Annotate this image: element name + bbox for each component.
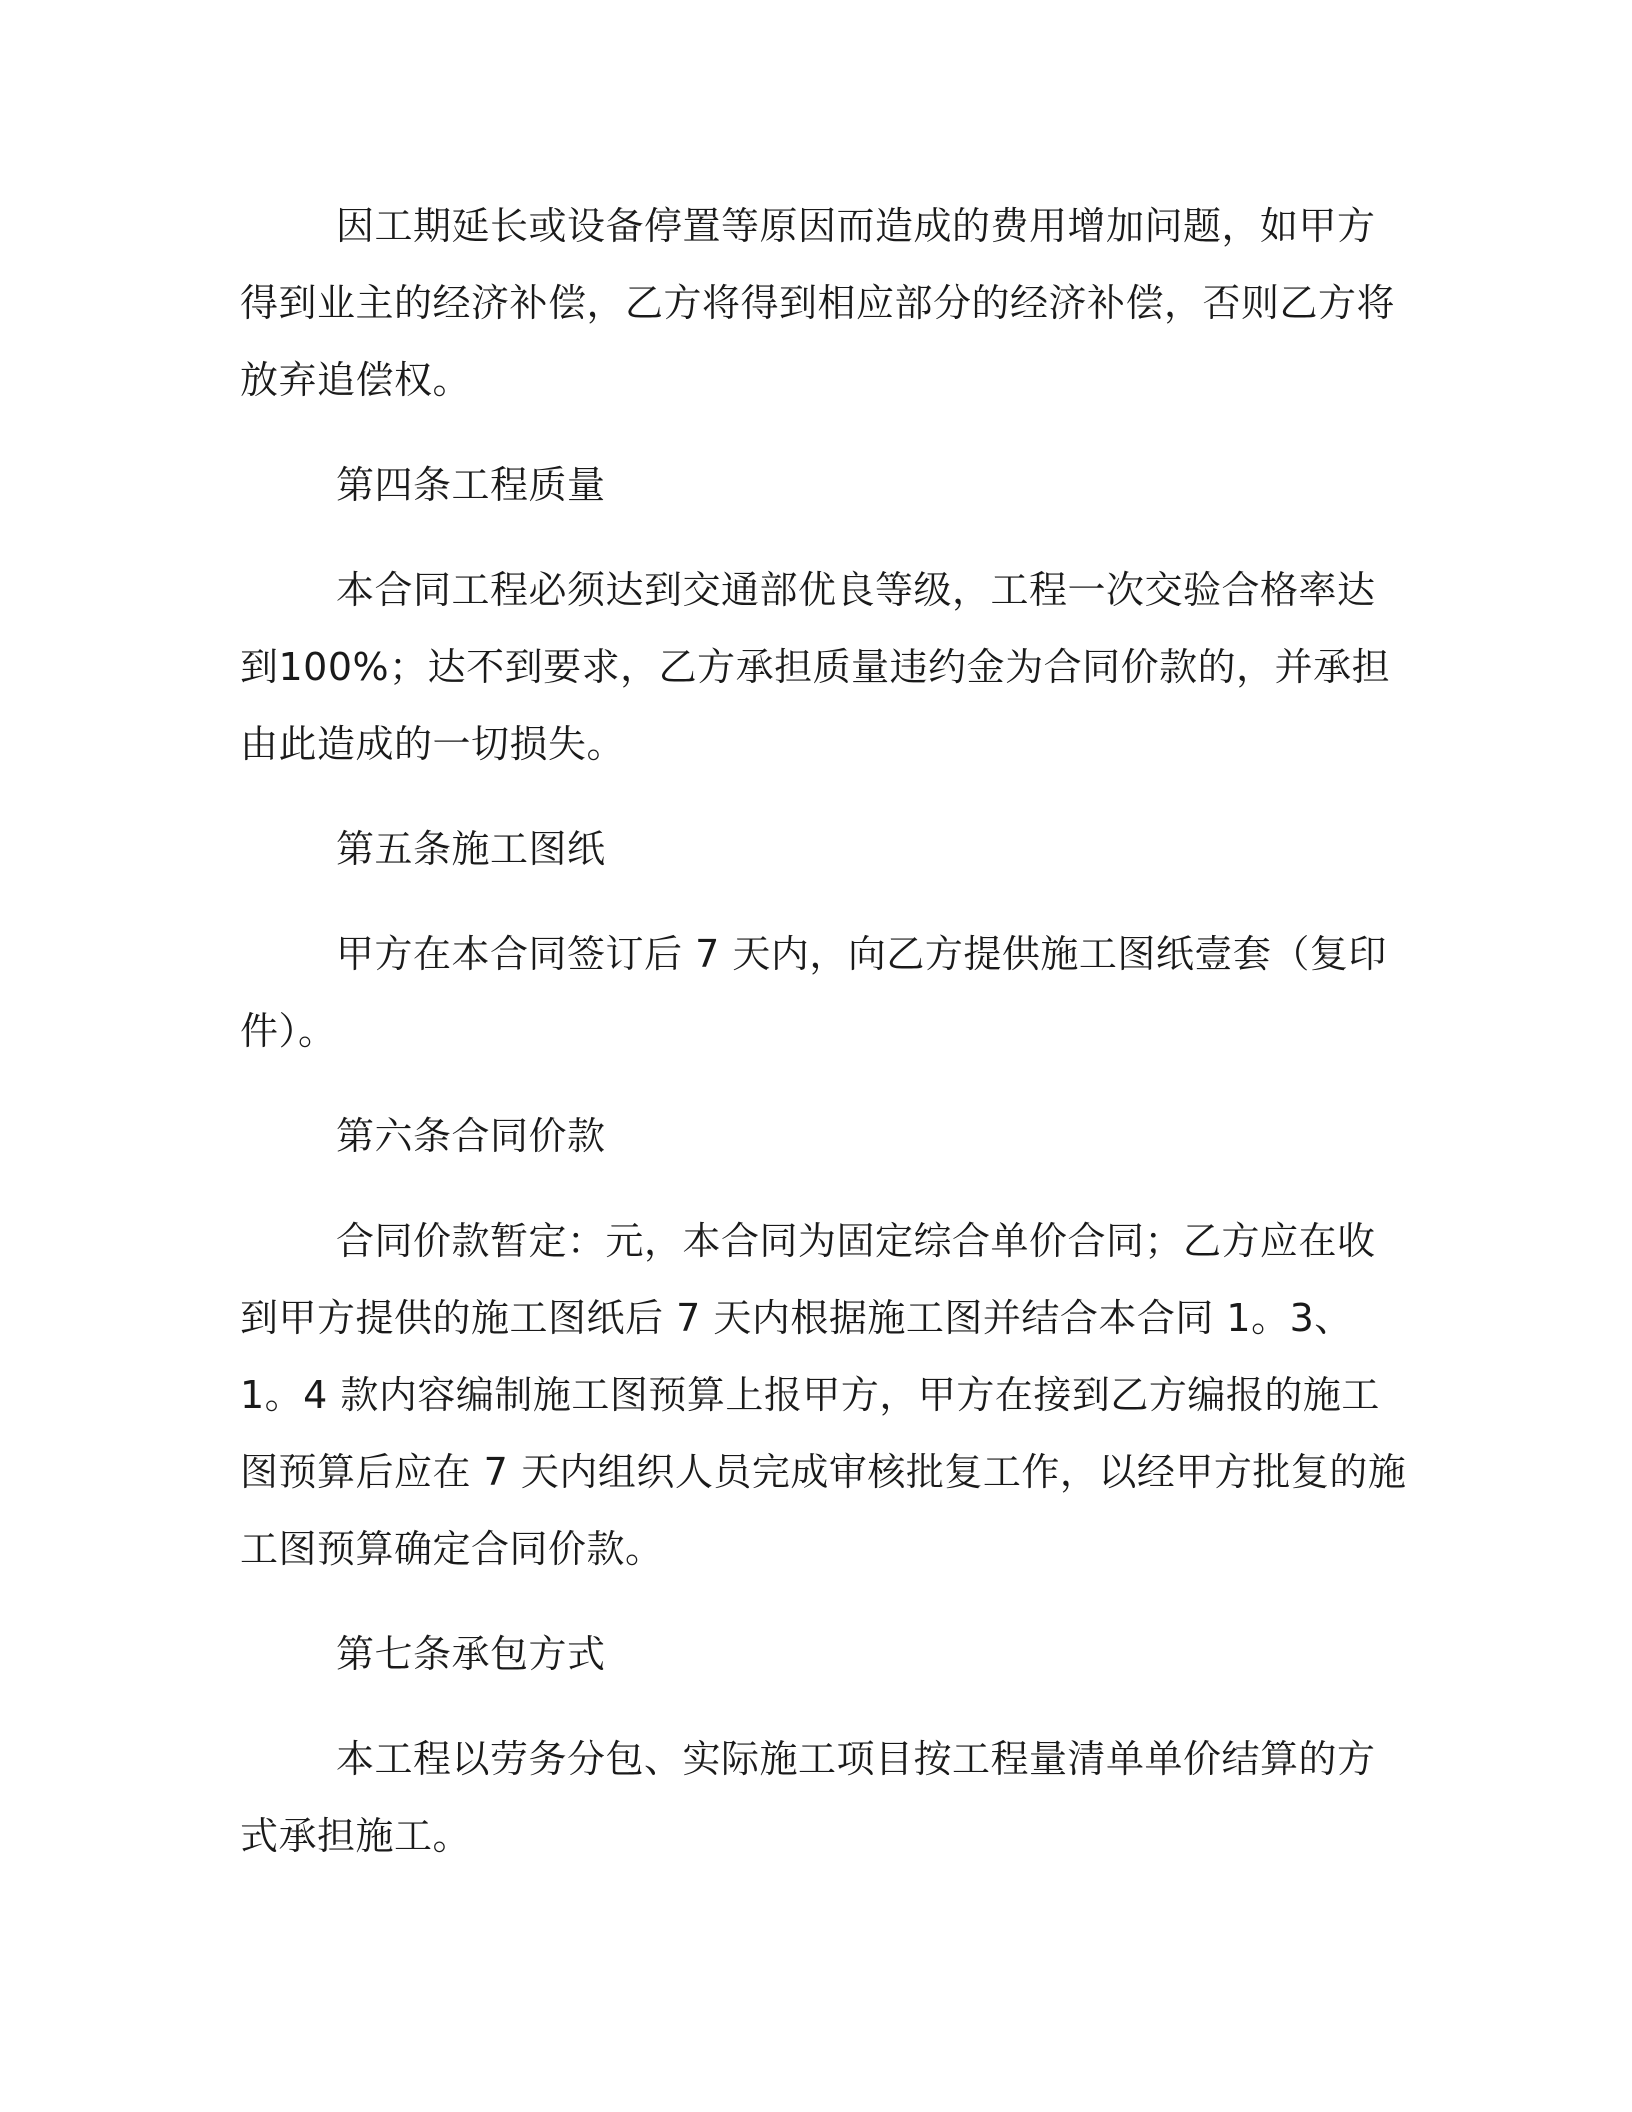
- paragraph-contract-price: 合同价款暂定：元，本合同为固定综合单价合同；乙方应在收到甲方提供的施工图纸后 7 天内根据施工图并结合本合同 1。3、1。4 款内容编制施工图预算上报甲方，甲方在接到乙方编报的施工图预算后应在 7 天内组织人员完成审核批复工作，以经甲方批复的施工图预算确定合同价款。: [240, 1219, 1407, 1571]
- paragraph-quality: 本合同工程必须达到交通部优良等级，工程一次交验合格率达到100%；达不到要求，乙方承担质量违约金为合同价款的，并承担由此造成的一切损失。: [240, 568, 1391, 766]
- paragraph-gap: [240, 1070, 1410, 1098]
- heading-article-7: 第七条承包方式: [336, 1632, 606, 1676]
- heading-article-4: 第四条工程质量: [336, 463, 606, 507]
- paragraph-gap: [240, 1693, 1410, 1721]
- paragraph-gap: [240, 1175, 1410, 1203]
- paragraph-drawings: 甲方在本合同签订后 7 天内，向乙方提供施工图纸壹套（复印件）。: [240, 932, 1387, 1053]
- paragraph-gap: [240, 888, 1410, 916]
- paragraph-gap: [240, 783, 1410, 811]
- paragraph-gap: [240, 419, 1410, 447]
- paragraph-contracting-method: 本工程以劳务分包、实际施工项目按工程量清单单价结算的方式承担施工。: [240, 1737, 1376, 1858]
- paragraph-gap: [240, 524, 1410, 552]
- document-body: [240, 188, 1410, 1875]
- paragraph-gap: [240, 1588, 1410, 1616]
- heading-article-5: 第五条施工图纸: [336, 827, 606, 871]
- heading-article-6: 第六条合同价款: [336, 1114, 606, 1158]
- paragraph-cost-compensation: 因工期延长或设备停置等原因而造成的费用增加问题，如甲方得到业主的经济补偿，乙方将得到相应部分的经济补偿，否则乙方将放弃追偿权。: [240, 204, 1396, 402]
